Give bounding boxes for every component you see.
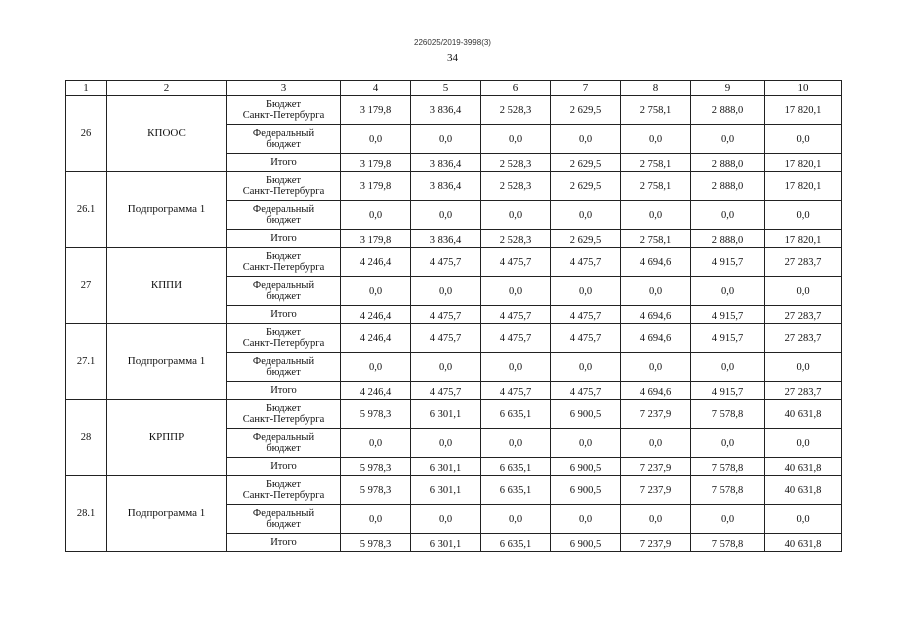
source-label-line: Бюджет	[265, 403, 302, 414]
program-name: Подпрограмма 1	[107, 476, 227, 552]
value-cell: 2 528,3	[481, 154, 551, 172]
header-cell: 9	[691, 81, 765, 96]
header-cell: 1	[66, 81, 107, 96]
value-cell: 0,0	[765, 505, 842, 534]
row-number: 28	[66, 400, 107, 476]
value-cell: 2 629,5	[551, 230, 621, 248]
budget-table	[65, 80, 842, 552]
value-cell: 5 978,3	[341, 534, 411, 552]
value-cell: 0,0	[621, 277, 691, 306]
value-cell: 0,0	[691, 277, 765, 306]
value-cell: 4 915,7	[691, 324, 765, 353]
source-label-line: бюджет	[266, 291, 301, 302]
source-label-line: бюджет	[266, 519, 301, 530]
value-cell: 4 915,7	[691, 248, 765, 277]
value-cell: 4 475,7	[551, 248, 621, 277]
value-cell: 4 915,7	[691, 306, 765, 324]
value-cell: 3 179,8	[341, 96, 411, 125]
value-cell: 7 237,9	[621, 534, 691, 552]
value-cell: 4 475,7	[481, 382, 551, 400]
value-cell: 7 237,9	[621, 458, 691, 476]
value-cell: 0,0	[765, 201, 842, 230]
value-cell: 0,0	[691, 429, 765, 458]
header-cell: 8	[621, 81, 691, 96]
value-cell: 7 237,9	[621, 400, 691, 429]
source-cell	[227, 353, 341, 382]
value-cell: 27 283,7	[765, 324, 842, 353]
source-cell	[227, 476, 341, 505]
source-cell: Итого	[227, 230, 341, 248]
source-cell	[227, 248, 341, 277]
value-cell: 0,0	[551, 429, 621, 458]
value-cell: 4 475,7	[411, 324, 481, 353]
value-cell: 4 246,4	[341, 248, 411, 277]
source-cell	[227, 505, 341, 534]
value-cell: 6 301,1	[411, 458, 481, 476]
value-cell: 4 246,4	[341, 324, 411, 353]
value-cell: 4 475,7	[481, 248, 551, 277]
program-name: КПООС	[107, 96, 227, 172]
value-cell: 4 694,6	[621, 324, 691, 353]
table-row	[66, 400, 842, 429]
value-cell: 4 475,7	[411, 306, 481, 324]
value-cell: 6 635,1	[481, 476, 551, 505]
value-cell: 2 888,0	[691, 154, 765, 172]
value-cell: 40 631,8	[765, 534, 842, 552]
value-cell: 2 888,0	[691, 96, 765, 125]
header-cell: 3	[227, 81, 341, 96]
source-cell	[227, 429, 341, 458]
source-label-line: бюджет	[266, 443, 301, 454]
value-cell: 4 475,7	[411, 382, 481, 400]
value-cell: 4 694,6	[621, 306, 691, 324]
source-label-line: Федеральный	[252, 280, 315, 291]
table-row	[66, 476, 842, 505]
value-cell: 4 475,7	[481, 306, 551, 324]
source-label-line: Санкт-Петербурга	[242, 490, 325, 501]
value-cell: 17 820,1	[765, 230, 842, 248]
value-cell: 2 758,1	[621, 154, 691, 172]
value-cell: 0,0	[341, 505, 411, 534]
value-cell: 4 246,4	[341, 306, 411, 324]
row-number: 26	[66, 96, 107, 172]
value-cell: 2 528,3	[481, 96, 551, 125]
source-label-line: Бюджет	[265, 327, 302, 338]
header-cell: 4	[341, 81, 411, 96]
value-cell: 6 635,1	[481, 400, 551, 429]
value-cell: 3 179,8	[341, 154, 411, 172]
row-number: 26.1	[66, 172, 107, 248]
value-cell: 0,0	[411, 429, 481, 458]
source-cell: Итого	[227, 458, 341, 476]
header-row	[66, 81, 842, 96]
page-number: 34	[447, 52, 458, 64]
table-body	[66, 96, 842, 552]
value-cell: 0,0	[411, 353, 481, 382]
value-cell: 0,0	[551, 277, 621, 306]
value-cell: 4 475,7	[551, 382, 621, 400]
source-label-line: Бюджет	[265, 251, 302, 262]
value-cell: 0,0	[551, 505, 621, 534]
value-cell: 7 578,8	[691, 534, 765, 552]
source-cell: Итого	[227, 306, 341, 324]
source-label-line: Санкт-Петербурга	[242, 186, 325, 197]
value-cell: 4 475,7	[481, 324, 551, 353]
value-cell: 27 283,7	[765, 382, 842, 400]
value-cell: 0,0	[621, 201, 691, 230]
value-cell: 0,0	[481, 429, 551, 458]
value-cell: 5 978,3	[341, 458, 411, 476]
value-cell: 2 888,0	[691, 172, 765, 201]
value-cell: 2 888,0	[691, 230, 765, 248]
value-cell: 0,0	[765, 429, 842, 458]
value-cell: 0,0	[765, 353, 842, 382]
header-cell: 5	[411, 81, 481, 96]
source-cell	[227, 172, 341, 201]
value-cell: 0,0	[551, 353, 621, 382]
source-label-line: Федеральный	[252, 356, 315, 367]
source-label-line: бюджет	[266, 367, 301, 378]
source-label-line: Федеральный	[252, 432, 315, 443]
source-label-line: Санкт-Петербурга	[242, 262, 325, 273]
value-cell: 0,0	[621, 125, 691, 154]
source-label-line: Бюджет	[265, 479, 302, 490]
value-cell: 7 237,9	[621, 476, 691, 505]
value-cell: 40 631,8	[765, 458, 842, 476]
table-row	[66, 248, 842, 277]
source-cell: Итого	[227, 154, 341, 172]
source-cell: Итого	[227, 534, 341, 552]
value-cell: 0,0	[691, 201, 765, 230]
value-cell: 6 900,5	[551, 400, 621, 429]
source-label-line: Федеральный	[252, 204, 315, 215]
value-cell: 0,0	[621, 429, 691, 458]
value-cell: 0,0	[551, 125, 621, 154]
value-cell: 3 179,8	[341, 230, 411, 248]
value-cell: 6 301,1	[411, 534, 481, 552]
value-cell: 6 900,5	[551, 458, 621, 476]
value-cell: 17 820,1	[765, 154, 842, 172]
value-cell: 40 631,8	[765, 476, 842, 505]
source-label-line: Бюджет	[265, 99, 302, 110]
source-label-line: Федеральный	[252, 508, 315, 519]
value-cell: 0,0	[341, 353, 411, 382]
source-label-line: Санкт-Петербурга	[242, 110, 325, 121]
table-row	[66, 96, 842, 125]
program-name: Подпрограмма 1	[107, 172, 227, 248]
value-cell: 4 475,7	[551, 324, 621, 353]
value-cell: 6 635,1	[481, 458, 551, 476]
value-cell: 0,0	[691, 125, 765, 154]
header-cell: 6	[481, 81, 551, 96]
value-cell: 0,0	[765, 277, 842, 306]
value-cell: 0,0	[481, 353, 551, 382]
value-cell: 7 578,8	[691, 476, 765, 505]
value-cell: 17 820,1	[765, 96, 842, 125]
value-cell: 0,0	[481, 505, 551, 534]
value-cell: 4 246,4	[341, 382, 411, 400]
value-cell: 40 631,8	[765, 400, 842, 429]
value-cell: 3 836,4	[411, 230, 481, 248]
value-cell: 7 578,8	[691, 458, 765, 476]
source-cell: Итого	[227, 382, 341, 400]
header-cell: 10	[765, 81, 842, 96]
value-cell: 0,0	[411, 277, 481, 306]
value-cell: 4 475,7	[411, 248, 481, 277]
value-cell: 27 283,7	[765, 306, 842, 324]
value-cell: 0,0	[621, 353, 691, 382]
source-cell	[227, 400, 341, 429]
value-cell: 2 528,3	[481, 172, 551, 201]
value-cell: 5 978,3	[341, 400, 411, 429]
value-cell: 6 301,1	[411, 400, 481, 429]
value-cell: 7 578,8	[691, 400, 765, 429]
value-cell: 2 528,3	[481, 230, 551, 248]
value-cell: 27 283,7	[765, 248, 842, 277]
table-row	[66, 324, 842, 353]
row-number: 27.1	[66, 324, 107, 400]
value-cell: 4 694,6	[621, 382, 691, 400]
source-label-line: бюджет	[266, 139, 301, 150]
value-cell: 0,0	[341, 277, 411, 306]
value-cell: 6 635,1	[481, 534, 551, 552]
source-label-line: Федеральный	[252, 128, 315, 139]
value-cell: 0,0	[411, 505, 481, 534]
source-label-line: Санкт-Петербурга	[242, 414, 325, 425]
value-cell: 0,0	[551, 201, 621, 230]
value-cell: 0,0	[481, 201, 551, 230]
value-cell: 0,0	[341, 201, 411, 230]
value-cell: 4 915,7	[691, 382, 765, 400]
value-cell: 4 475,7	[551, 306, 621, 324]
value-cell: 0,0	[691, 505, 765, 534]
table-row	[66, 172, 842, 201]
value-cell: 3 836,4	[411, 96, 481, 125]
value-cell: 2 758,1	[621, 230, 691, 248]
value-cell: 2 629,5	[551, 96, 621, 125]
source-cell	[227, 125, 341, 154]
value-cell: 0,0	[691, 353, 765, 382]
value-cell: 6 301,1	[411, 476, 481, 505]
value-cell: 0,0	[341, 125, 411, 154]
value-cell: 4 694,6	[621, 248, 691, 277]
value-cell: 0,0	[411, 125, 481, 154]
value-cell: 0,0	[411, 201, 481, 230]
source-cell	[227, 324, 341, 353]
source-label-line: Бюджет	[265, 175, 302, 186]
program-name: Подпрограмма 1	[107, 324, 227, 400]
source-label-line: Санкт-Петербурга	[242, 338, 325, 349]
row-number: 28.1	[66, 476, 107, 552]
program-name: КППИ	[107, 248, 227, 324]
source-cell	[227, 96, 341, 125]
value-cell: 2 629,5	[551, 154, 621, 172]
value-cell: 2 758,1	[621, 96, 691, 125]
value-cell: 3 179,8	[341, 172, 411, 201]
document-id: 226025/2019-3998(3)	[414, 38, 491, 47]
value-cell: 0,0	[481, 277, 551, 306]
value-cell: 3 836,4	[411, 154, 481, 172]
value-cell: 3 836,4	[411, 172, 481, 201]
program-name: КРППР	[107, 400, 227, 476]
value-cell: 6 900,5	[551, 534, 621, 552]
source-cell	[227, 201, 341, 230]
row-number: 27	[66, 248, 107, 324]
value-cell: 2 758,1	[621, 172, 691, 201]
value-cell: 0,0	[765, 125, 842, 154]
source-label-line: бюджет	[266, 215, 301, 226]
value-cell: 0,0	[481, 125, 551, 154]
value-cell: 0,0	[621, 505, 691, 534]
source-cell	[227, 277, 341, 306]
header-cell: 7	[551, 81, 621, 96]
value-cell: 17 820,1	[765, 172, 842, 201]
value-cell: 6 900,5	[551, 476, 621, 505]
value-cell: 5 978,3	[341, 476, 411, 505]
header-cell: 2	[107, 81, 227, 96]
value-cell: 0,0	[341, 429, 411, 458]
value-cell: 2 629,5	[551, 172, 621, 201]
